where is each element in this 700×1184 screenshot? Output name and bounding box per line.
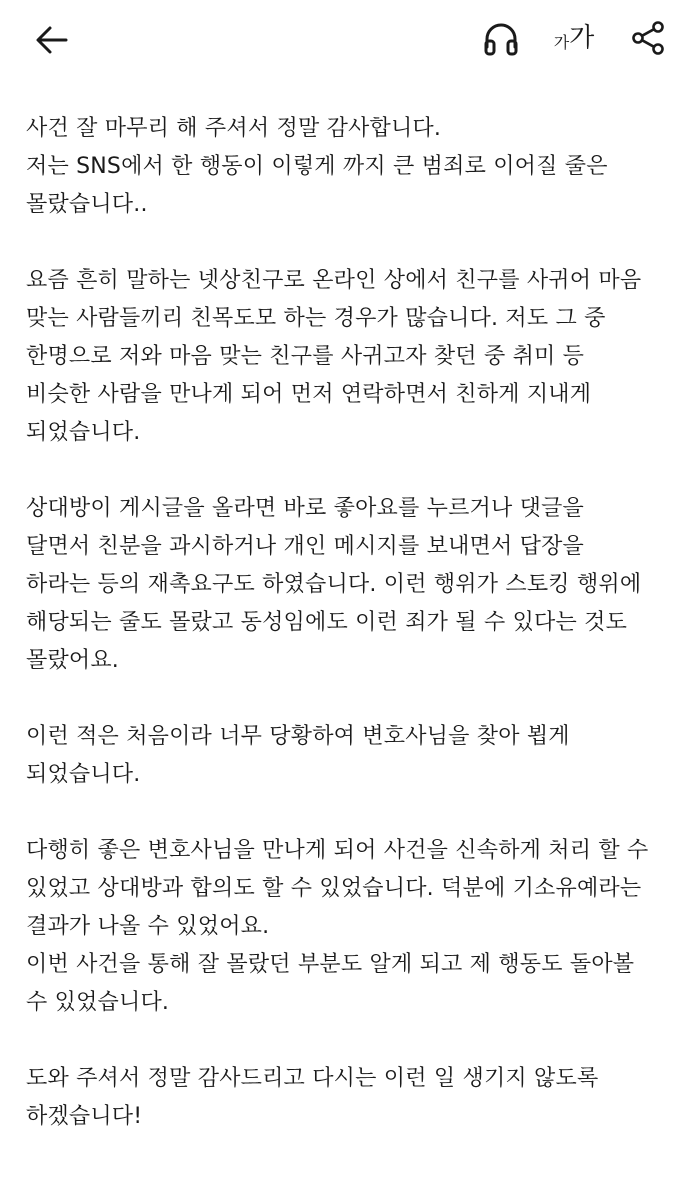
paragraph: 다행히 좋은 변호사님을 만나게 되어 사건을 신속하게 처리 할 수 있었고 상대방과 합의도 할 수 있었습니다. 덕분에 기소유예라는 결과가 나올 수 있었어요. 이번 사건을 통해 잘 몰랐던 부분도 알게 되고 제 행동도 돌아볼 수 있었습니다. <box>26 838 649 1015</box>
arrow-left-icon <box>34 22 70 58</box>
top-app-bar <box>0 0 700 80</box>
font-size-button[interactable] <box>548 18 600 58</box>
listen-button[interactable] <box>478 16 524 62</box>
paragraph: 도와 주셔서 정말 감사드리고 다시는 이런 일 생기지 않도록 하겠습니다! <box>26 1066 599 1129</box>
paragraph: 상대방이 게시글을 올라면 바로 좋아요를 누르거나 댓글을 달면서 친분을 과시하거나 개인 메시지를 보내면서 답장을 하라는 등의 재촉요구도 하였습니다. 이런 행위가 스토킹 행위에 해당되는 줄도 몰랐고 동성임에도 이런 죄가 될 수 있다는 것도 몰랐어요. <box>26 496 642 673</box>
share-button[interactable] <box>626 16 670 60</box>
back-button[interactable] <box>28 18 76 62</box>
paragraph: 이런 적은 처음이라 너무 당황하여 변호사님을 찾아 뵙게 되었습니다. <box>26 724 570 787</box>
font-size-label-large: 가 <box>569 23 595 53</box>
font-size-label-small: 가 <box>553 33 570 52</box>
paragraph: 요즘 흔히 말하는 넷상친구로 온라인 상에서 친구를 사귀어 마음 맞는 사람들끼리 친목도모 하는 경우가 많습니다. 저도 그 중 한명으로 저와 마음 맞는 친구를 사귀고자 찾던 중 취미 등 비슷한 사람을 만나게 되어 먼저 연락하면서 친하게 지내게 되었습니다. <box>26 268 642 445</box>
article-body <box>26 110 686 1174</box>
share-icon <box>630 20 666 56</box>
paragraph: 사건 잘 마무리 해 주셔서 정말 감사합니다. 저는 SNS에서 한 행동이 이렇게 까지 큰 범죄로 이어질 줄은 몰랐습니다.. <box>26 116 608 217</box>
headphones-icon <box>481 19 521 59</box>
